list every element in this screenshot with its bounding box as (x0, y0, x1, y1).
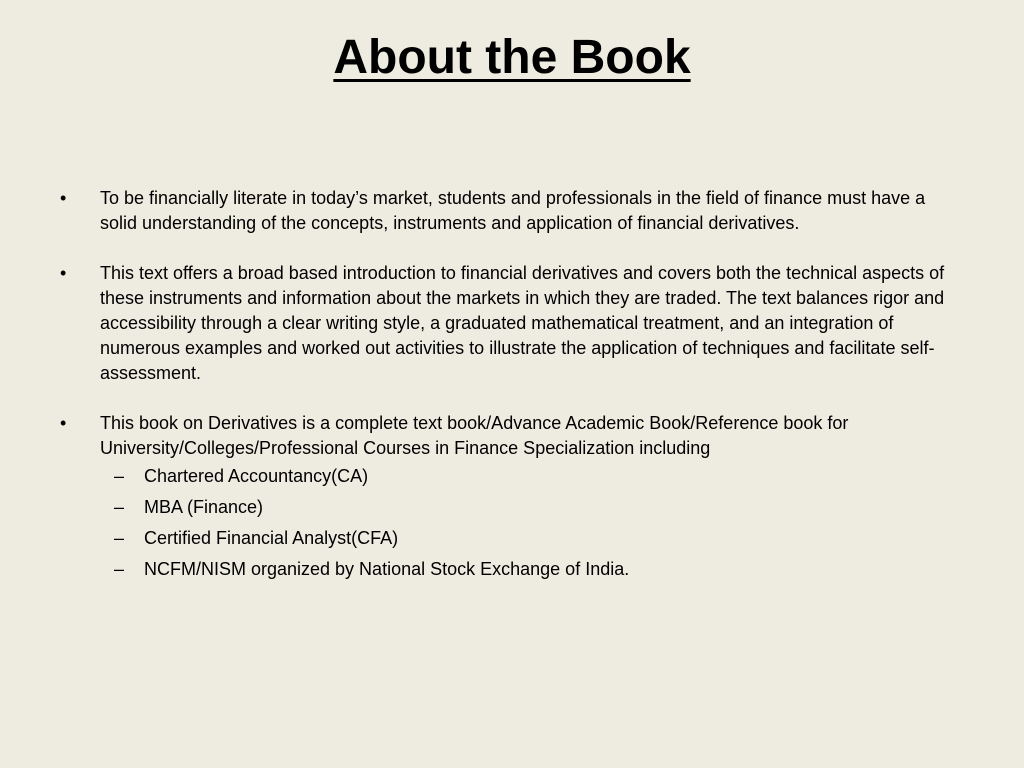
sub-list-item (60, 495, 960, 526)
bullet-marker: • (60, 413, 67, 433)
sub-list-item-text: Certified Financial Analyst(CFA) (144, 528, 399, 548)
sub-list-item (60, 557, 960, 588)
sub-list-item-text: NCFM/NISM organized by National Stock Exchange of India. (144, 559, 630, 579)
slide-title-text: About the Book (333, 31, 691, 84)
sub-list (60, 464, 960, 588)
bullet-text: This book on Derivatives is a complete text book/Advance Academic Book/Reference book for University/Colleges/Professional Courses in Finance Specialization including (100, 413, 849, 458)
dash-marker: – (114, 528, 125, 548)
dash-marker: – (114, 497, 125, 517)
bullet-item-2 (60, 261, 960, 386)
bullet-text: This text offers a broad based introduction to financial derivatives and covers both the technical aspects of these instruments and information about the markets in which they are traded. The text balances rigor and accessibility through a clear writing style, a graduated mathematical treatment, and an integration of numerous examples and worked out activities to illustrate the application of techniques and facilitate self-assessment. (100, 263, 945, 383)
slide-content (60, 186, 960, 588)
sub-list-item (60, 526, 960, 557)
bullet-marker: • (60, 188, 67, 208)
sub-list-item-text: MBA (Finance) (144, 497, 264, 517)
dash-marker: – (114, 559, 125, 579)
dash-marker: – (114, 466, 125, 486)
sub-list-item-text: Chartered Accountancy(CA) (144, 466, 369, 486)
slide-title (0, 30, 1024, 85)
sub-list-item (60, 464, 960, 495)
bullet-item-1 (60, 186, 960, 236)
bullet-marker: • (60, 263, 67, 283)
bullet-item-3 (60, 411, 960, 461)
bullet-text: To be financially literate in today’s market, students and professionals in the field of finance must have a solid understanding of the concepts, instruments and application of financial derivatives. (100, 188, 926, 233)
